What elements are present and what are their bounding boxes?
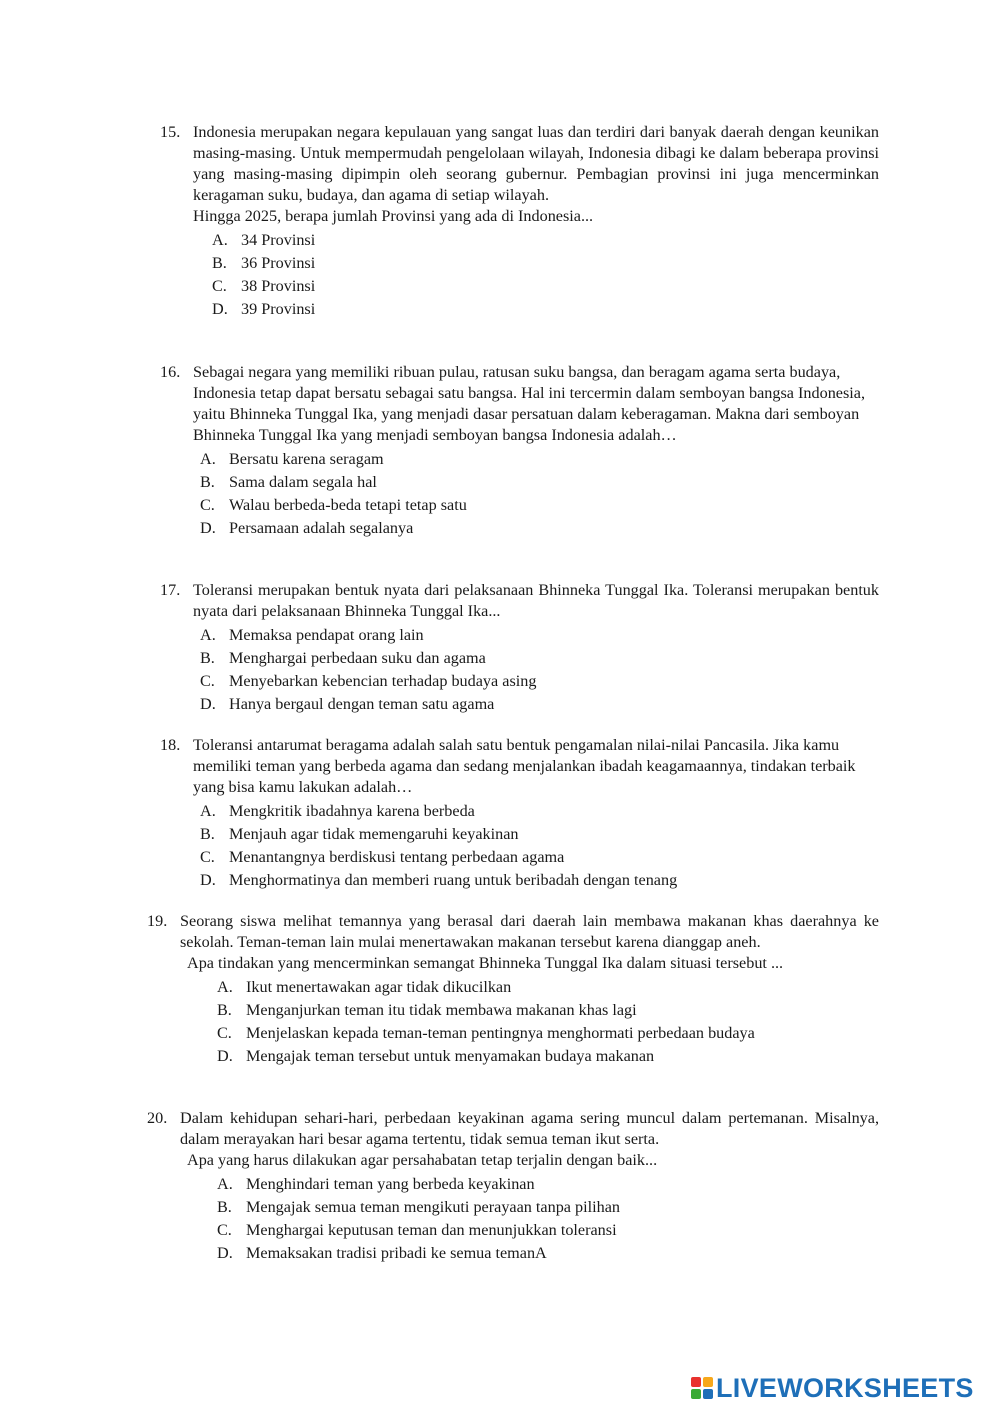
question-text: Indonesia merupakan negara kepulauan yang sangat luas dan terdiri dari banyak daerah dengan keunikan masing-masing. Untuk mempermudah pengelolaan wilayah, Indonesia dibagi ke dalam beberapa provinsi yang masing-masing dipimpin oleh seorang gubernur. Pembagian provinsi ini juga mencerminkan keragaman suku, budaya, dan agama di setiap wilayah. xyxy=(193,123,879,204)
answer-options xyxy=(212,229,879,321)
answer-options xyxy=(200,800,879,892)
option-text: Hanya bergaul dengan teman satu agama xyxy=(229,695,495,713)
answer-options xyxy=(200,624,879,716)
question-number: 17. xyxy=(160,581,181,599)
option-d[interactable] xyxy=(200,693,879,716)
option-b[interactable] xyxy=(212,252,879,275)
question-prompt: Hingga 2025, berapa jumlah Provinsi yang ada di Indonesia... xyxy=(193,207,594,225)
question-text: Toleransi merupakan bentuk nyata dari pelaksanaan Bhinneka Tunggal Ika. Toleransi merupakan bentuk nyata dari pelaksanaan Bhinneka Tunggal Ika... xyxy=(193,581,879,620)
option-text: Walau berbeda-beda tetapi tetap satu xyxy=(229,496,467,514)
option-letter: B. xyxy=(200,825,215,843)
option-text: 39 Provinsi xyxy=(241,300,316,318)
question-number: 20. xyxy=(147,1109,168,1127)
option-text: Menjelaskan kepada teman-teman pentingnya menghormati perbedaan budaya xyxy=(246,1024,755,1042)
question-stem xyxy=(193,580,879,622)
option-d[interactable] xyxy=(212,298,879,321)
logo-square-orange xyxy=(703,1377,713,1387)
question-number: 18. xyxy=(160,736,181,754)
option-b[interactable] xyxy=(217,999,879,1022)
option-a[interactable] xyxy=(200,800,879,823)
answer-options xyxy=(217,1173,879,1265)
option-letter: B. xyxy=(212,254,227,272)
option-text: Menghargai keputusan teman dan menunjukkan toleransi xyxy=(246,1221,617,1239)
liveworksheets-logo[interactable] xyxy=(691,1373,974,1403)
option-text: Menyebarkan kebencian terhadap budaya asing xyxy=(229,672,537,690)
question-16 xyxy=(160,362,879,540)
option-text: Bersatu karena seragam xyxy=(229,450,384,468)
question-15 xyxy=(160,122,879,321)
option-text: Sama dalam segala hal xyxy=(229,473,377,491)
option-letter: A. xyxy=(217,978,233,996)
option-d[interactable] xyxy=(200,517,879,540)
option-text: Mengajak teman tersebut untuk menyamakan budaya makanan xyxy=(246,1047,655,1065)
question-stem xyxy=(193,122,879,206)
option-letter: C. xyxy=(217,1221,232,1239)
logo-square-blue xyxy=(703,1389,713,1399)
question-text: Dalam kehidupan sehari-hari, perbedaan keyakinan agama sering muncul dalam pertemanan. Misalnya, dalam merayakan hari besar agama tertentu, tidak semua teman ikut serta. xyxy=(180,1109,879,1148)
answer-options xyxy=(217,976,879,1068)
option-b[interactable] xyxy=(217,1196,879,1219)
option-letter: D. xyxy=(217,1244,233,1262)
option-c[interactable] xyxy=(217,1022,879,1045)
option-letter: D. xyxy=(212,300,228,318)
question-text: Seorang siswa melihat temannya yang berasal dari daerah lain membawa makanan khas daerahnya ke sekolah. Teman-teman lain mulai menertawakan makanan tersebut karena dianggap aneh. xyxy=(180,912,879,951)
option-letter: A. xyxy=(212,231,228,249)
option-c[interactable] xyxy=(217,1219,879,1242)
option-b[interactable] xyxy=(200,647,879,670)
question-prompt: Apa yang harus dilakukan agar persahabatan tetap terjalin dengan baik... xyxy=(187,1151,658,1169)
question-stem xyxy=(193,735,879,798)
option-letter: D. xyxy=(200,871,216,889)
option-letter: D. xyxy=(217,1047,233,1065)
question-number: 15. xyxy=(160,123,181,141)
option-c[interactable] xyxy=(200,670,879,693)
question-number: 16. xyxy=(160,363,181,381)
option-letter: A. xyxy=(200,450,216,468)
option-letter: B. xyxy=(217,1198,232,1216)
option-d[interactable] xyxy=(217,1242,879,1265)
option-letter: B. xyxy=(200,473,215,491)
option-letter: C. xyxy=(217,1024,232,1042)
option-letter: C. xyxy=(200,848,215,866)
option-d[interactable] xyxy=(217,1045,879,1068)
logo-square-green xyxy=(691,1389,701,1399)
option-letter: A. xyxy=(200,626,216,644)
option-a[interactable] xyxy=(217,976,879,999)
option-letter: D. xyxy=(200,695,216,713)
logo-wordmark: LIVEWORKSHEETS xyxy=(716,1372,974,1403)
option-text: Memaksa pendapat orang lain xyxy=(229,626,424,644)
option-text: Persamaan adalah segalanya xyxy=(229,519,414,537)
question-prompt: Apa tindakan yang mencerminkan semangat Bhinneka Tunggal Ika dalam situasi tersebut ... xyxy=(187,954,784,972)
question-stem xyxy=(193,362,879,446)
option-a[interactable] xyxy=(200,448,879,471)
option-letter: D. xyxy=(200,519,216,537)
option-text: Menganjurkan teman itu tidak membawa makanan khas lagi xyxy=(246,1001,637,1019)
option-text: Menantangnya berdiskusi tentang perbedaan agama xyxy=(229,848,565,866)
logo-square-red xyxy=(691,1377,701,1387)
question-text: Sebagai negara yang memiliki ribuan pulau, ratusan suku bangsa, dan beragam agama serta budaya, Indonesia tetap dapat bersatu sebagai satu bangsa. Hal ini tercermin dalam semboyan bangsa Indonesia, yaitu Bhinneka Tunggal Ika, yang menjadi dasar persatuan dalam keberagaman. Makna dari semboyan Bhinneka Tunggal Ika yang menjadi semboyan bangsa Indonesia adalah… xyxy=(193,363,866,444)
question-18 xyxy=(160,735,879,892)
option-letter: C. xyxy=(200,672,215,690)
question-20 xyxy=(147,1108,879,1265)
logo-mark-icon xyxy=(691,1377,713,1399)
question-number: 19. xyxy=(147,912,168,930)
option-text: Ikut menertawakan agar tidak dikucilkan xyxy=(246,978,512,996)
option-text: Menjauh agar tidak memengaruhi keyakinan xyxy=(229,825,519,843)
answer-options xyxy=(200,448,879,540)
option-text: Mengajak semua teman mengikuti perayaan tanpa pilihan xyxy=(246,1198,620,1216)
option-text: Menghargai perbedaan suku dan agama xyxy=(229,649,486,667)
option-letter: C. xyxy=(200,496,215,514)
option-c[interactable] xyxy=(200,494,879,517)
option-text: Memaksakan tradisi pribadi ke semua temanA xyxy=(246,1244,547,1262)
question-19 xyxy=(147,911,879,1068)
option-letter: A. xyxy=(200,802,216,820)
option-a[interactable] xyxy=(212,229,879,252)
question-stem xyxy=(180,1108,879,1150)
option-letter: C. xyxy=(212,277,227,295)
option-a[interactable] xyxy=(217,1173,879,1196)
option-text: Mengkritik ibadahnya karena berbeda xyxy=(229,802,475,820)
option-d[interactable] xyxy=(200,869,879,892)
option-letter: A. xyxy=(217,1175,233,1193)
option-a[interactable] xyxy=(200,624,879,647)
option-b[interactable] xyxy=(200,471,879,494)
question-text: Toleransi antarumat beragama adalah salah satu bentuk pengamalan nilai-nilai Pancasila. Jika kamu memiliki teman yang berbeda agama dan sedang menjalankan ibadah keagamaannya, tindakan terbaik yang bisa kamu lakukan adalah… xyxy=(193,736,856,796)
option-text: Menghormatinya dan memberi ruang untuk beribadah dengan tenang xyxy=(229,871,678,889)
option-text: 34 Provinsi xyxy=(241,231,316,249)
option-letter: B. xyxy=(200,649,215,667)
question-17 xyxy=(160,580,879,716)
option-c[interactable] xyxy=(212,275,879,298)
option-text: 38 Provinsi xyxy=(241,277,316,295)
question-stem xyxy=(180,911,879,953)
option-b[interactable] xyxy=(200,823,879,846)
option-text: Menghindari teman yang berbeda keyakinan xyxy=(246,1175,535,1193)
option-c[interactable] xyxy=(200,846,879,869)
option-letter: B. xyxy=(217,1001,232,1019)
option-text: 36 Provinsi xyxy=(241,254,316,272)
